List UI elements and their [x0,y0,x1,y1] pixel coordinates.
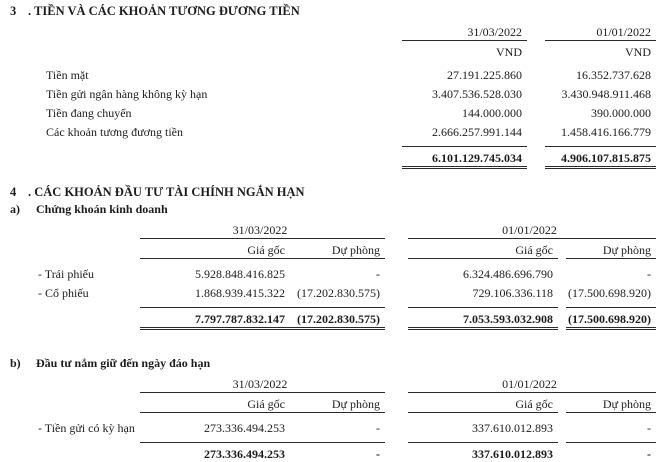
col-header-cost-1: Giá gốc [140,393,290,413]
row-value: 144.000.000 [402,102,527,121]
col-header-cost-1: Giá gốc [140,239,290,259]
row-value: 729.106.336.118 [408,282,558,301]
col-header-provision-2: Dự phòng [566,393,656,413]
col-header-provision-2: Dự phòng [566,239,656,259]
row-label: - Tiền gửi có kỳ hạn [0,417,140,436]
section4b-col1-date: 31/03/2022 [140,373,385,393]
row-value: 1.458.416.166.779 [545,121,656,140]
total-row [0,308,656,329]
row-value: - [290,263,385,282]
section3-table [0,21,656,169]
section3-currency-2: VND [545,41,656,61]
section3-col2-date: 01/01/2022 [545,21,656,41]
row-value: 27.191.225.860 [402,64,527,83]
section4a-heading [0,202,656,217]
section4-heading [0,185,656,200]
row-value: (17.202.830.575) [290,282,385,301]
table-row [0,263,656,282]
row-value: 3.407.536.528.030 [402,83,527,102]
section3-number: 3 [0,4,28,19]
row-label: Tiền gửi ngân hàng không kỳ hạn [0,83,402,102]
section4b-total-cost-1: 273.336.494.253 [140,443,290,462]
section4a-title: Chứng khoán kinh doanh [36,202,168,217]
table-row [0,282,656,301]
table-row [0,41,656,61]
section4b-table [0,373,656,462]
section3-col1-date: 31/03/2022 [402,21,527,41]
row-value: - [566,417,656,436]
table-row [0,219,656,239]
row-label: - Trái phiếu [0,263,140,282]
section4a-table [0,219,656,330]
row-label: Tiền đang chuyển [0,102,402,121]
col-header-cost-2: Giá gốc [408,239,558,259]
table-row [0,417,656,436]
section4a-total-cost-2: 7.053.593.032.908 [408,308,558,329]
section4b-total-provision-2: - [566,443,656,462]
row-value: 5.928.848.416.825 [140,263,290,282]
section4b-total-cost-2: 337.610.012.893 [408,443,558,462]
row-value: 2.666.257.991.144 [402,121,527,140]
section3-total-2: 4.906.107.815.875 [545,147,656,168]
table-row [0,102,656,121]
table-row [0,21,656,41]
section3-title: . TIỀN VÀ CÁC KHOẢN TƯƠNG ĐƯƠNG TIỀN [28,4,300,19]
section4b-heading [0,356,656,371]
row-label: - Cổ phiếu [0,282,140,301]
table-row [0,393,656,413]
row-value: 3.430.948.911.468 [545,83,656,102]
section3-total-1: 6.101.129.745.034 [402,147,527,168]
section4b-letter: b) [0,356,36,371]
col-header-provision-1: Dự phòng [290,393,385,413]
total-row [0,147,656,168]
table-row [0,121,656,140]
row-value: - [566,263,656,282]
table-row [0,83,656,102]
row-value: 6.324.486.696.790 [408,263,558,282]
total-row [0,443,656,462]
row-label: Các khoản tương đương tiền [0,121,402,140]
section4-title: . CÁC KHOẢN ĐẦU TƯ TÀI CHÍNH NGẮN HẠN [28,185,305,200]
table-row [0,373,656,393]
row-value: 337.610.012.893 [408,417,558,436]
row-value: 390.000.000 [545,102,656,121]
section3-heading [0,4,656,19]
row-value: - [290,417,385,436]
section4a-total-provision-1: (17.202.830.575) [290,308,385,329]
section4a-letter: a) [0,202,36,217]
col-header-provision-1: Dự phòng [290,239,385,259]
section4a-total-cost-1: 7.797.787.832.147 [140,308,290,329]
section4a-col1-date: 31/03/2022 [140,219,385,239]
section4-number: 4 [0,185,28,200]
section4b-total-provision-1: - [290,443,385,462]
row-value: 1.868.939.415.322 [140,282,290,301]
section4b-col2-date: 01/01/2022 [408,373,656,393]
section3-currency-1: VND [402,41,527,61]
section4a-col2-date: 01/01/2022 [408,219,656,239]
col-header-cost-2: Giá gốc [408,393,558,413]
table-row [0,64,656,83]
row-label: Tiền mặt [0,64,402,83]
row-value: 16.352.737.628 [545,64,656,83]
section4b-title: Đầu tư nắm giữ đến ngày đáo hạn [36,356,210,371]
section4a-total-provision-2: (17.500.698.920) [566,308,656,329]
table-row [0,239,656,259]
row-value: 273.336.494.253 [140,417,290,436]
row-value: (17.500.698.920) [566,282,656,301]
